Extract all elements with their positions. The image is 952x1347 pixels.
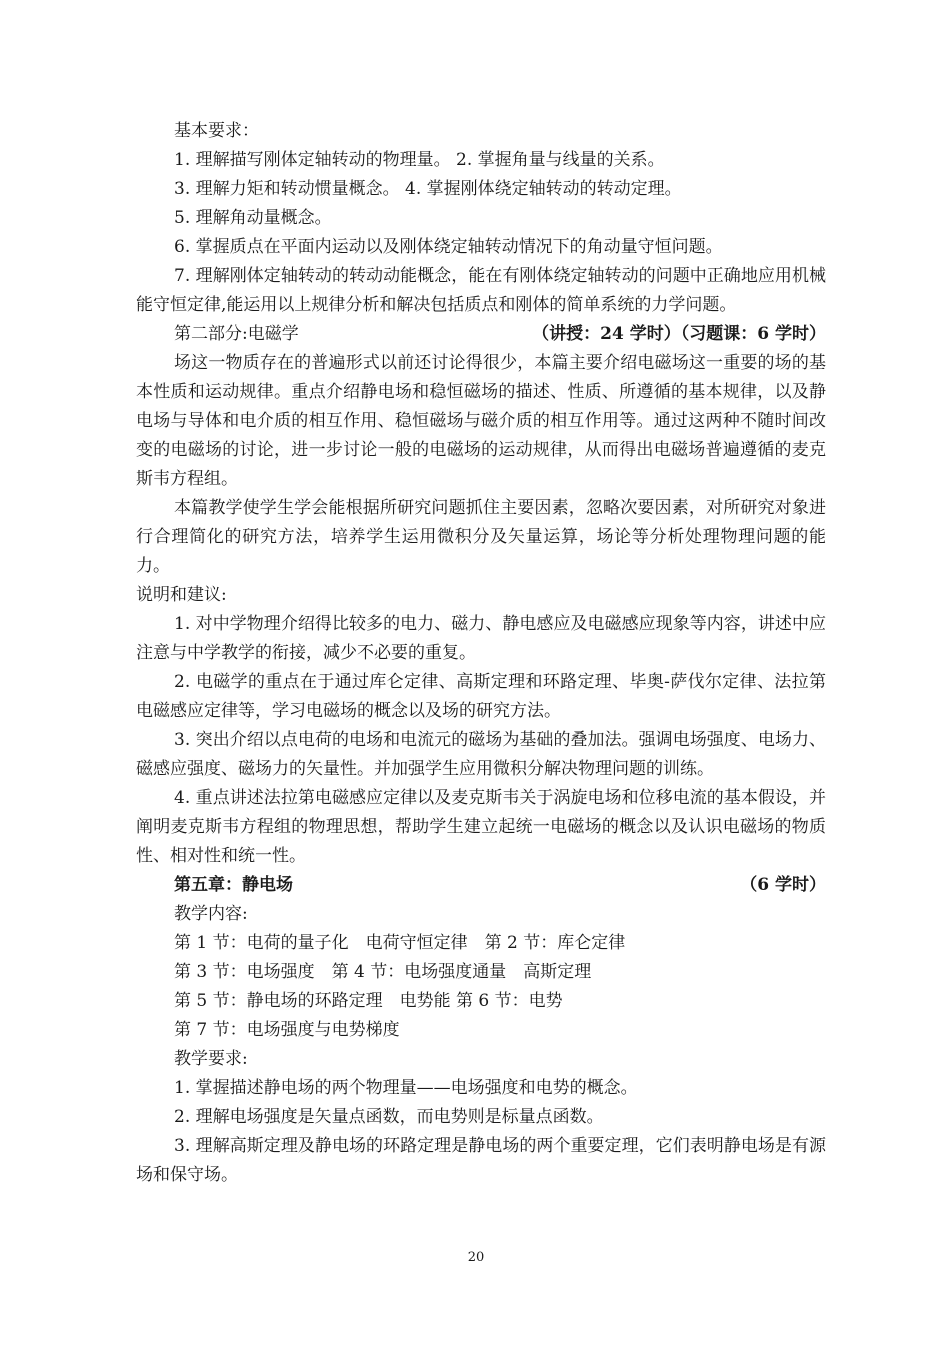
requirement-item: 1. 理解描写刚体定轴转动的物理量。 2. 掌握角量与线量的关系。 (174, 150, 665, 170)
requirement-item: 1. 掌握描述静电场的两个物理量——电场强度和电势的概念。 (174, 1078, 638, 1098)
requirements-heading: 教学要求: (174, 1049, 248, 1069)
part-heading (136, 320, 826, 349)
requirement-item: 3. 理解力矩和转动惯量概念。 4. 掌握刚体绕定轴转动的转动定理。 (174, 179, 682, 199)
document-body (136, 117, 826, 1190)
content-item: 第 1 节：电荷的量子化 电荷守恒定律 第 2 节：库仑定律 (174, 933, 626, 953)
content-item: 第 3 节：电场强度 第 4 节：电场强度通量 高斯定理 (174, 962, 592, 982)
content-item: 第 7 节：电场强度与电势梯度 (174, 1020, 400, 1040)
chapter-heading (136, 871, 826, 900)
note-item: 1. 对中学物理介绍得比较多的电力、磁力、静电感应及电磁感应现象等内容，讲述中应注意与中学教学的衔接，减少不必要的重复。 (136, 614, 826, 663)
note-item: 3. 突出介绍以点电荷的电场和电流元的磁场为基础的叠加法。强调电场强度、电场力、磁感应强度、磁场力的矢量性。并加强学生应用微积分解决物理问题的训练。 (136, 730, 826, 779)
requirement-item: 2. 理解电场强度是矢量点函数，而电势则是标量点函数。 (174, 1107, 604, 1127)
notes-heading: 说明和建议: (136, 585, 227, 605)
chapter-title: 第五章：静电场 (174, 875, 293, 895)
note-item: 4. 重点讲述法拉第电磁感应定律以及麦克斯韦关于涡旋电场和位移电流的基本假设，并阐明麦克斯韦方程组的物理思想，帮助学生建立起统一电磁场的概念以及认识电磁场的物质性、相对性和统一性。 (136, 788, 826, 866)
part-title: 第二部分:电磁学 (174, 324, 299, 344)
requirement-item: 6. 掌握质点在平面内运动以及刚体绕定轴转动情况下的角动量守恒问题。 (174, 237, 723, 257)
note-item: 2. 电磁学的重点在于通过库仑定律、高斯定理和环路定理、毕奥-萨伐尔定律、法拉第电磁感应定律等，学习电磁场的概念以及场的研究方法。 (136, 672, 826, 721)
content-item: 第 5 节：静电场的环路定理 电势能 第 6 节：电势 (174, 991, 563, 1011)
part-hours: （讲授：24 学时）（习题课：6 学时） (532, 324, 826, 344)
page-number: 20 (467, 1250, 485, 1265)
requirement-item: 3. 理解高斯定理及静电场的环路定理是静电场的两个重要定理，它们表明静电场是有源场和保守场。 (136, 1136, 826, 1185)
requirement-item: 7. 理解刚体定轴转动的转动动能概念，能在有刚体绕定轴转动的问题中正确地应用机械能守恒定律,能运用以上规律分析和解决包括质点和刚体的简单系统的力学问题。 (136, 266, 826, 315)
intro-paragraph: 场这一物质存在的普遍形式以前还讨论得很少，本篇主要介绍电磁场这一重要的场的基本性质和运动规律。重点介绍静电场和稳恒磁场的描述、性质、所遵循的基本规律，以及静电场与导体和电介质的相互作用、稳恒磁场与磁介质的相互作用等。通过这两种不随时间改变的电磁场的讨论，进一步讨论一般的电磁场的运动规律，从而得出电磁场普遍遵循的麦克斯韦方程组。 (136, 353, 826, 489)
content-heading: 教学内容: (174, 904, 248, 924)
chapter-hours: （6 学时） (740, 875, 826, 895)
requirement-item: 5. 理解角动量概念。 (174, 208, 332, 228)
section-heading: 基本要求： (174, 121, 259, 141)
intro-paragraph: 本篇教学使学生学会能根据所研究问题抓住主要因素，忽略次要因素，对所研究对象进行合理简化的研究方法，培养学生运用微积分及矢量运算，场论等分析处理物理问题的能力。 (136, 498, 826, 576)
